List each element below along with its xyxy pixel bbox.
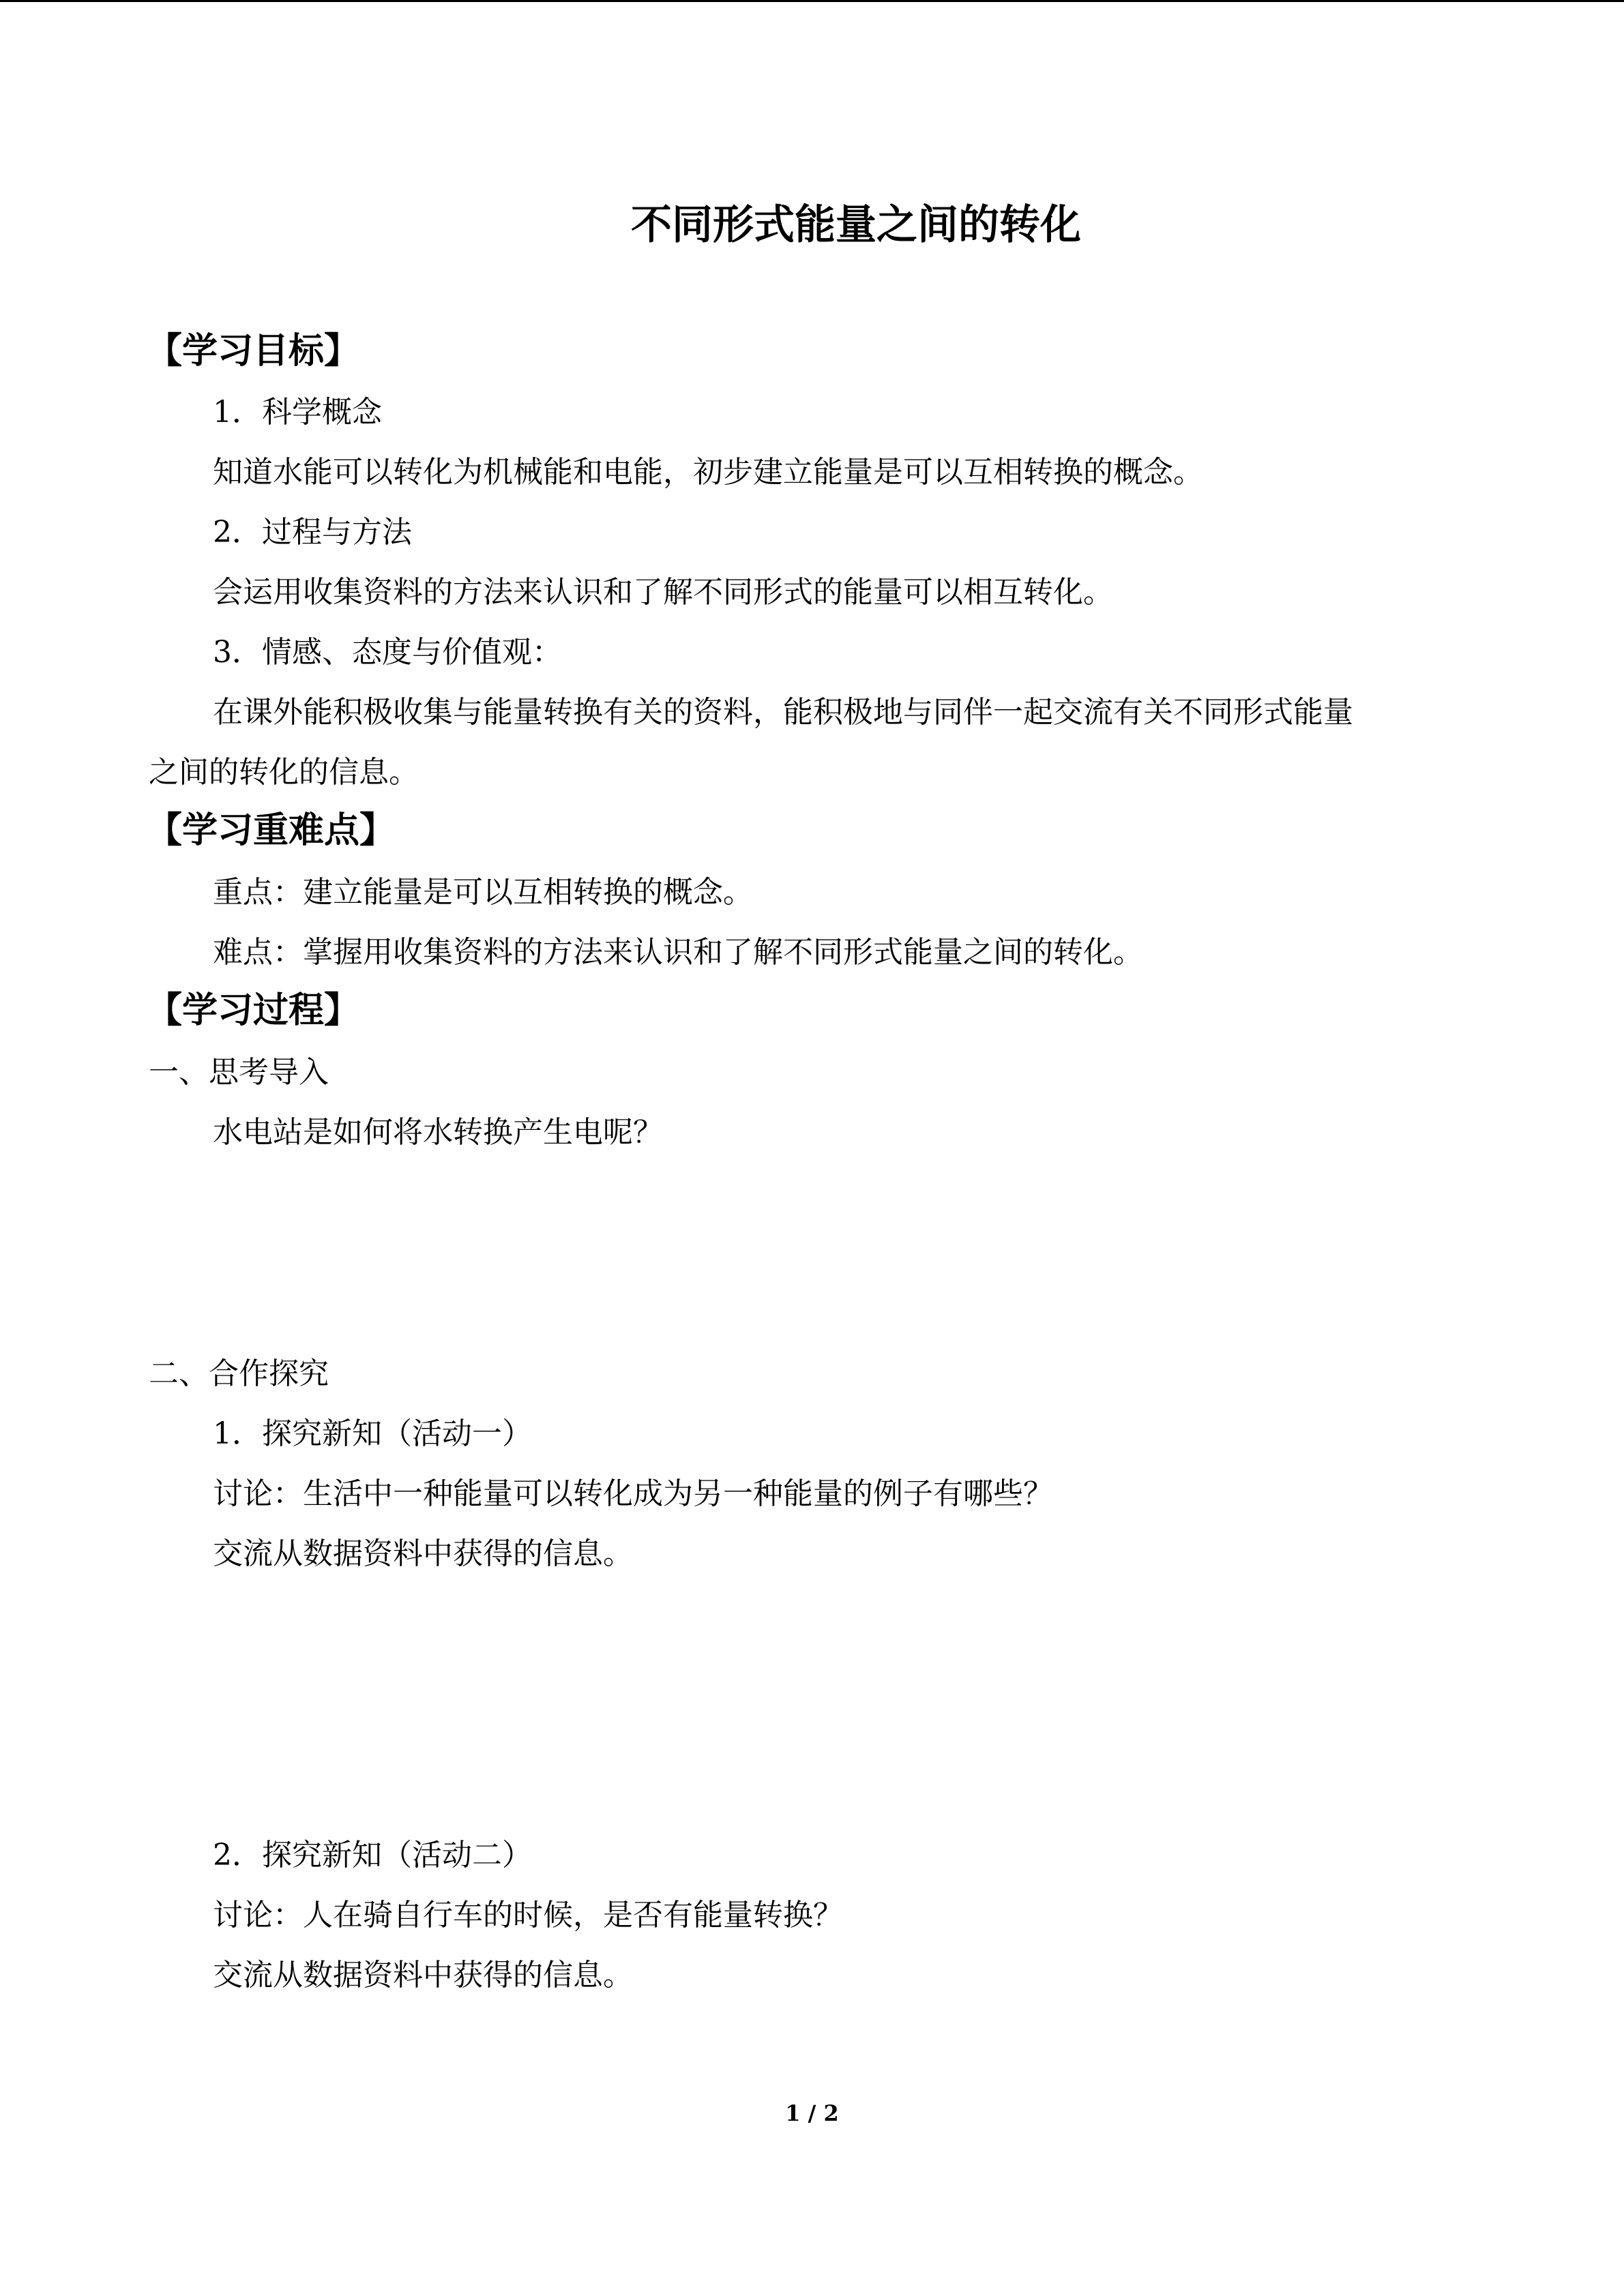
difficult-point: 难点：掌握用收集资料的方法来认识和了解不同形式能量之间的转化。 xyxy=(213,935,1143,970)
activity-1-exchange: 交流从数据资料中获得的信息。 xyxy=(213,1536,633,1571)
objective-2-title: 2．过程与方法 xyxy=(213,515,412,550)
process-heading: 【学习过程】 xyxy=(147,990,360,1031)
key-points-heading: 【学习重难点】 xyxy=(147,810,396,851)
activity-2-title: 2．探究新知（活动二） xyxy=(213,1838,532,1873)
document-title: 不同形式能量之间的转化 xyxy=(631,201,1081,249)
objective-3-title: 3．情感、态度与价值观： xyxy=(213,635,562,670)
activity-2-discussion: 讨论：人在骑自行车的时候，是否有能量转换？ xyxy=(213,1898,843,1933)
objective-3-body-line2: 之间的转化的信息。 xyxy=(149,755,419,790)
activity-1-title: 1．探究新知（活动一） xyxy=(213,1416,532,1451)
page-number: 1 / 2 xyxy=(785,2100,839,2126)
activity-1-discussion: 讨论：生活中一种能量可以转化成为另一种能量的例子有哪些？ xyxy=(213,1476,1053,1511)
page-top-border xyxy=(0,0,1624,2)
part-2-title: 二、合作探究 xyxy=(149,1356,329,1391)
objectives-heading: 【学习目标】 xyxy=(147,331,360,372)
objective-1-title: 1．科学概念 xyxy=(213,395,382,430)
part-1-question: 水电站是如何将水转换产生电呢？ xyxy=(213,1115,663,1150)
key-point: 重点：建立能量是可以互相转换的概念。 xyxy=(213,875,753,910)
part-1-title: 一、思考导入 xyxy=(149,1055,329,1090)
objective-1-body: 知道水能可以转化为机械能和电能，初步建立能量是可以互相转换的概念。 xyxy=(213,455,1203,490)
objective-2-body: 会运用收集资料的方法来认识和了解不同形式的能量可以相互转化。 xyxy=(213,575,1113,610)
objective-3-body-line1: 在课外能积极收集与能量转换有关的资料，能积极地与同伴一起交流有关不同形式能量 xyxy=(213,695,1353,730)
activity-2-exchange: 交流从数据资料中获得的信息。 xyxy=(213,1958,633,1993)
